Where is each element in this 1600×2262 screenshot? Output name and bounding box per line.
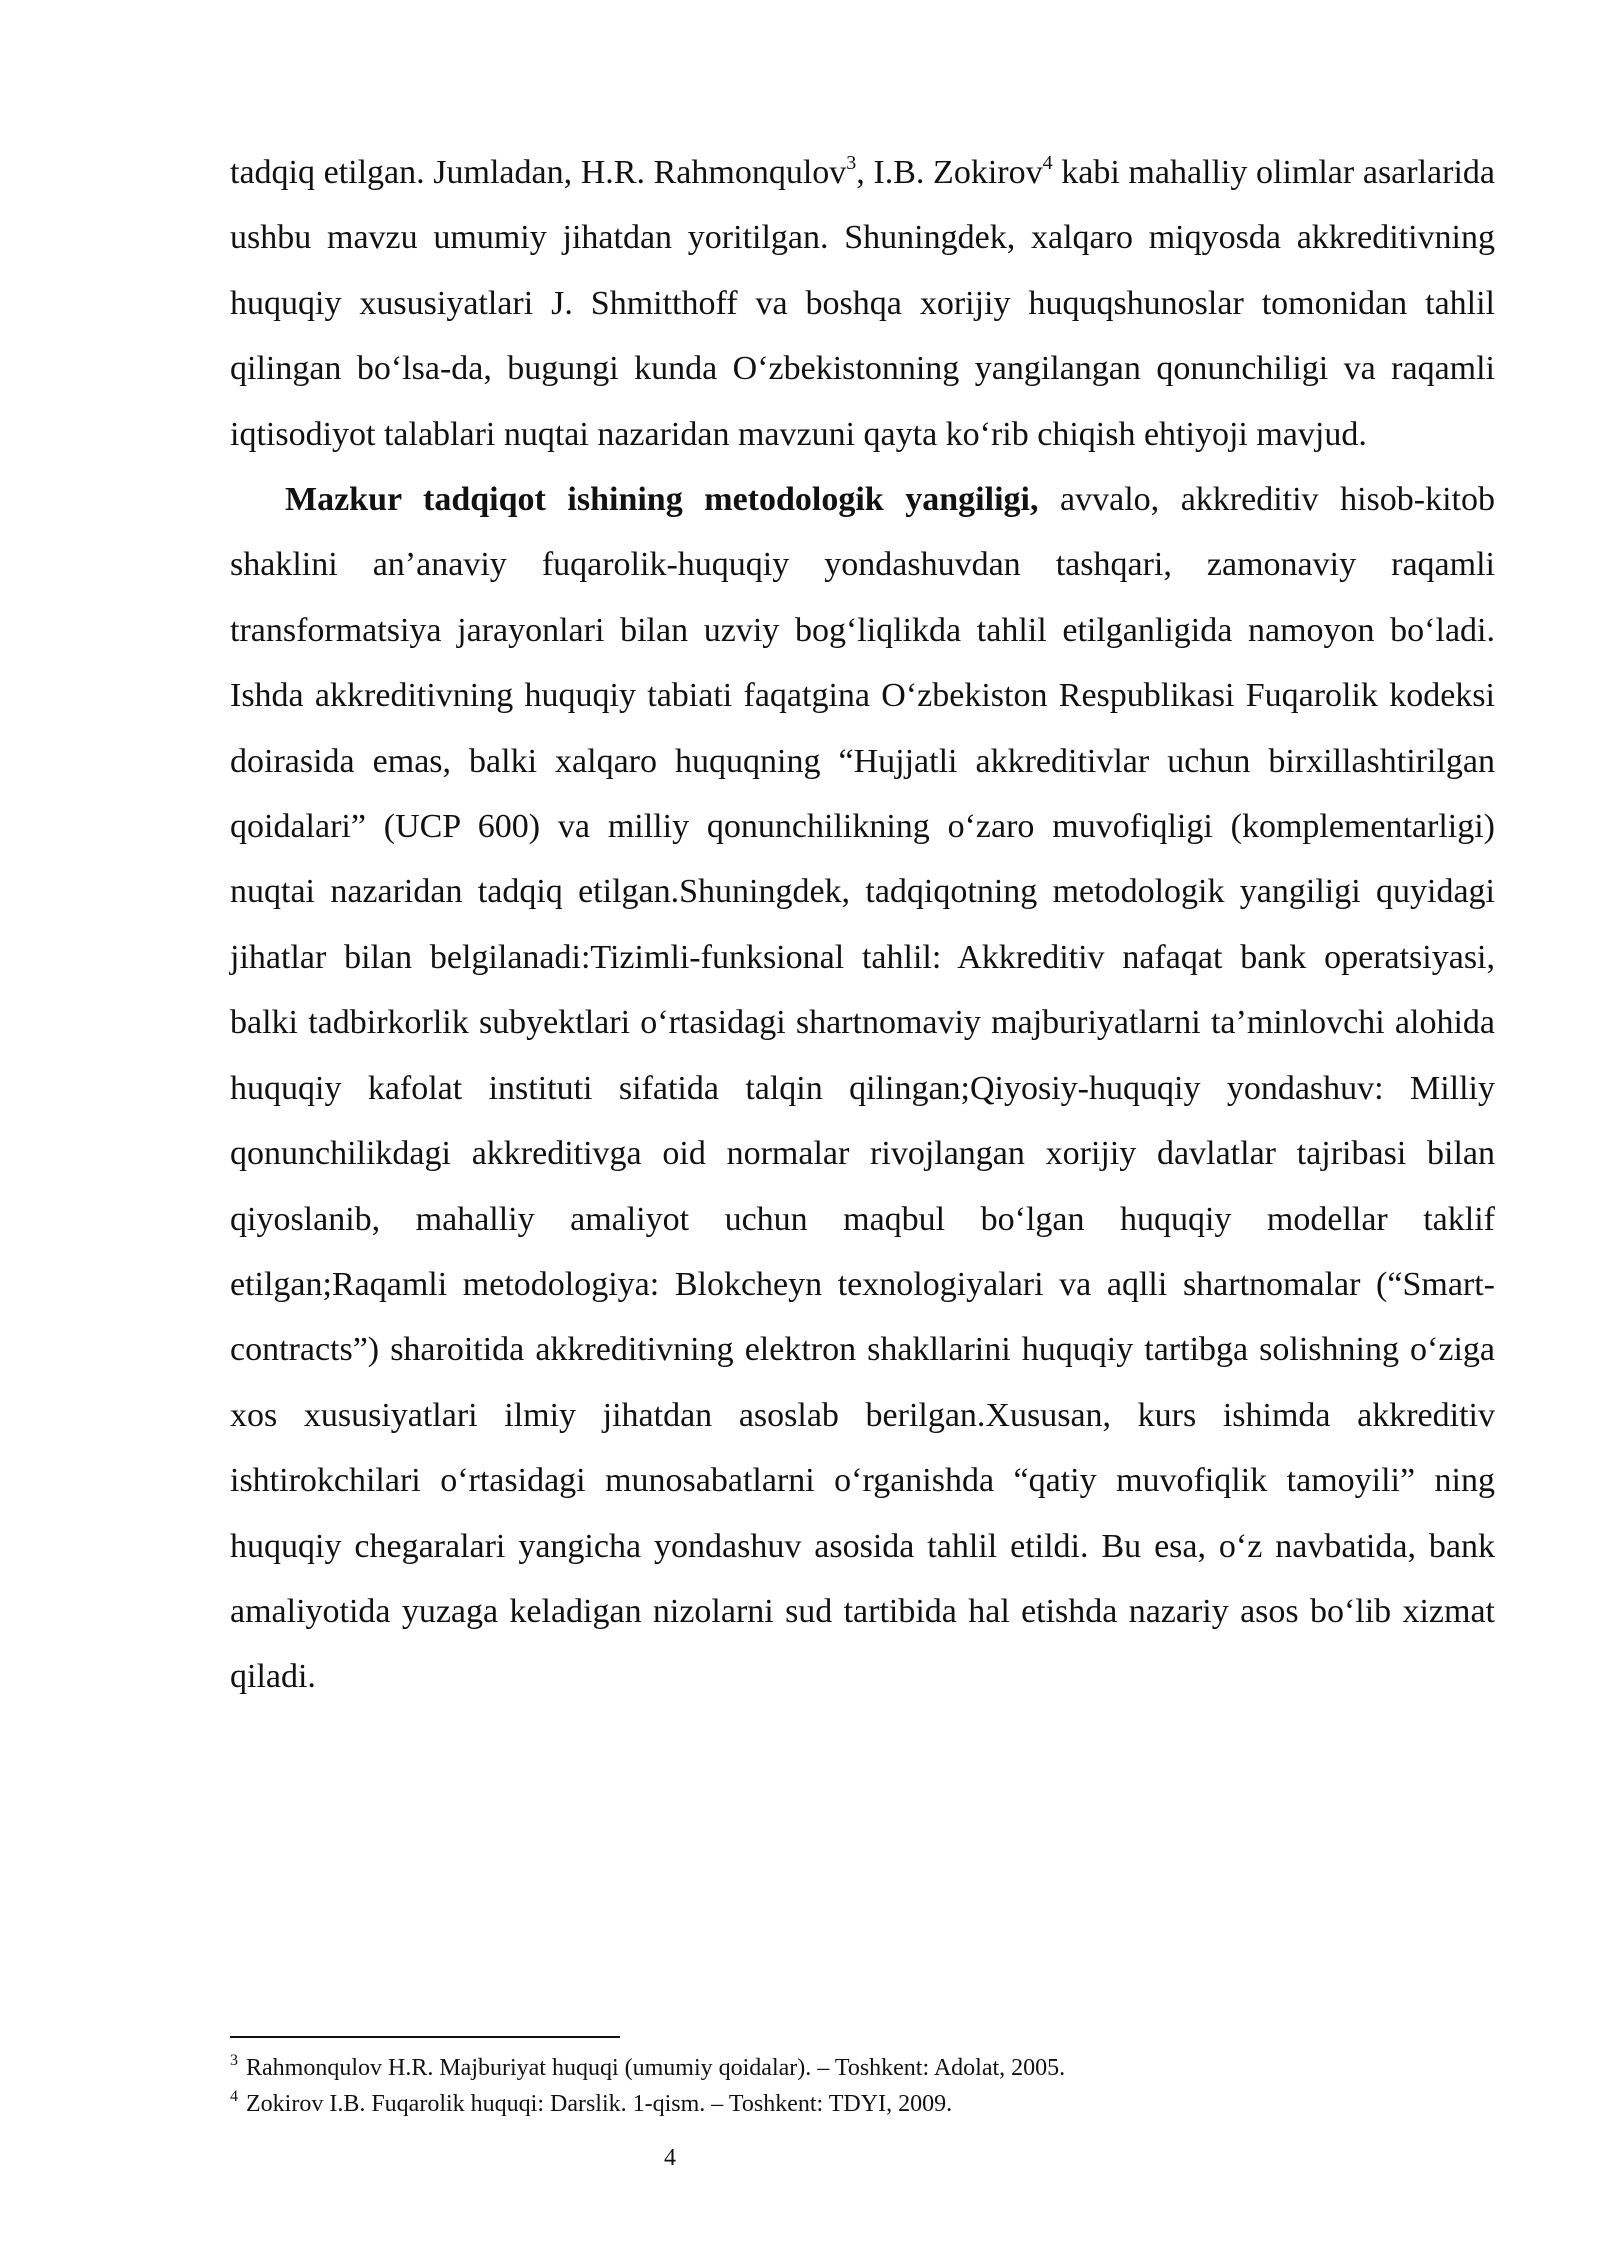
footnote-number: 3 xyxy=(230,2052,238,2069)
paragraph-1-text: tadqiq etilgan. Jumladan, H.R. Rahmonqulov xyxy=(230,154,847,191)
footnote-number: 4 xyxy=(230,2088,238,2105)
paragraph-1-text-2: , I.B. Zokirov xyxy=(856,154,1043,191)
paragraph-1 xyxy=(230,140,1495,467)
paragraph-1-text-3: kabi mahalliy olimlar asarlarida ushbu mavzu umumiy jihatdan yoritilgan. Shuningdek, xalqaro miqyosda akkreditivning huquqiy xususiyatlari J. Shmitthoff va boshqa xorijiy huquqshunoslar tomonidan tahlil qilingan bo‘lsa-da, bugungi kunda O‘zbekistonning yangilangan qonunchiligi va raqamli iqtisodiyot talablari nuqtai nazaridan mavzuni qayta ko‘rib chiqish ehtiyoji mavjud. xyxy=(230,154,1495,453)
footnotes xyxy=(230,2050,1495,2122)
footnote-ref-3[interactable]: 3 xyxy=(846,152,857,174)
footnote-4 xyxy=(230,2086,1495,2122)
paragraph-2-bold-lead: Mazkur tadqiqot ishining metodologik yangiligi, xyxy=(285,481,1039,519)
paragraph-2-text: avvalo, akkreditiv hisob-kitob shaklini an’anaviy fuqarolik-huquqiy yondashuvdan tashqari, zamonaviy raqamli transformatsiya jarayonlari bilan uzviy bog‘liqlikda tahlil etilganligida namoyon bo‘ladi. Ishda akkreditivning huquqiy tabiati faqatgina O‘zbekiston Respublikasi Fuqarolik kodeksi doirasida emas, balki xalqaro huquqning “Hujjatli akkreditivlar uchun birxillashtirilgan qoidalari” (UCP 600) va milliy qonunchilikning o‘zaro muvofiqligi (komplementarligi) nuqtai nazaridan tadqiq etilgan.Shuningdek, tadqiqotning metodologik yangiligi quyidagi jihatlar bilan belgilanadi:Tizimli-funksional tahlil: Akkreditiv nafaqat bank operatsiyasi, balki tadbirkorlik subyektlari o‘rtasidagi shartnomaviy majburiyatlarni ta’minlovchi alohida huquqiy kafolat instituti sifatida talqin qilingan;Qiyosiy-huquqiy yondashuv: Milliy qonunchilikdagi akkreditivga oid normalar rivojlangan xorijiy davlatlar tajribasi bilan qiyoslanib, mahalliy amaliyot uchun maqbul bo‘lgan huquqiy modellar taklif etilgan;Raqamli metodologiya: Blokcheyn texnologiyalari va aqlli shartnomalar (“Smart-contracts”) sharoitida akkreditivning elektron shakllarini huquqiy tartibga solishning o‘ziga xos xususiyatlari ilmiy jihatdan asoslab berilgan.Xususan, kurs ishimda akkreditiv ishtirokchilari o‘rtasidagi munosabatlarni o‘rganishda “qatiy muvofiqlik tamoyili” ning huquqiy chegaralari yangicha yondashuv asosida tahlil etildi. Bu esa, o‘z navbatida, bank amaliyotida yuzaga keladigan nizolarni sud tartibida hal etishda nazariy asos bo‘lib xizmat qiladi. xyxy=(230,481,1495,1696)
body-text xyxy=(230,140,1495,1710)
page-number: 4 xyxy=(664,2145,676,2171)
footnote-separator xyxy=(230,2036,620,2038)
footnote-3 xyxy=(230,2050,1495,2086)
paragraph-2 xyxy=(230,467,1495,1710)
footnote-ref-4[interactable]: 4 xyxy=(1042,152,1053,174)
footnote-text: Zokirov I.B. Fuqarolik huquqi: Darslik. 1-qism. – Toshkent: TDYI, 2009. xyxy=(246,2091,953,2117)
footnote-text: Rahmonqulov H.R. Majburiyat huquqi (umumiy qoidalar). – Toshkent: Adolat, 2005. xyxy=(246,2055,1066,2081)
